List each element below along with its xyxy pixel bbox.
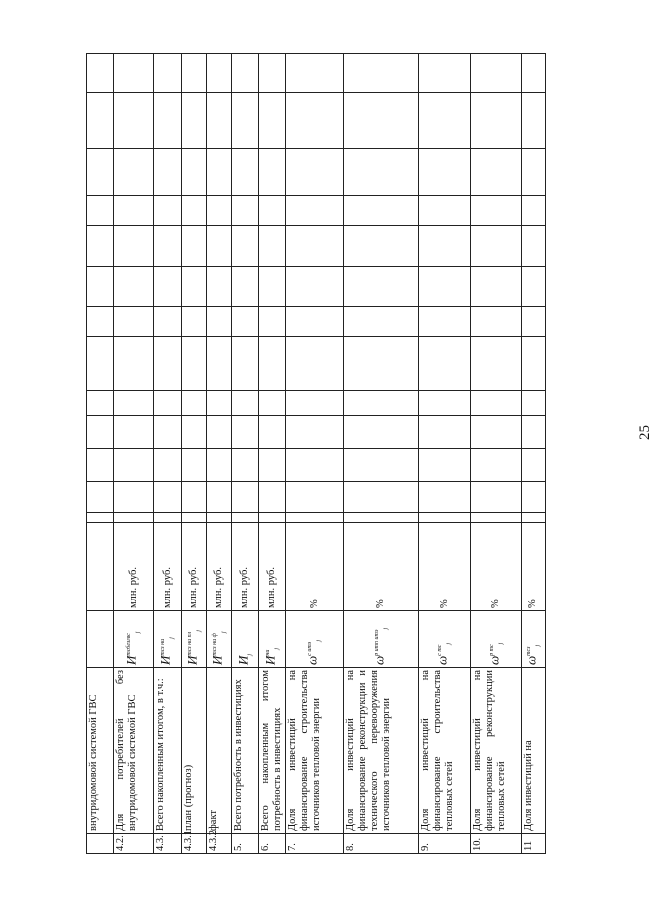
value-cell — [522, 267, 546, 307]
value-cell — [471, 513, 522, 523]
symbol-base: И — [183, 655, 199, 665]
value-cell — [232, 416, 259, 449]
indicator-symbol — [87, 611, 114, 668]
value-cell — [114, 149, 154, 196]
indicator-name: Всего потребность в инвестициях — [232, 668, 259, 834]
symbol-base: ω — [370, 655, 386, 665]
value-cell — [286, 337, 344, 391]
value-cell — [114, 482, 154, 513]
value-cell — [207, 513, 232, 523]
value-cell — [522, 196, 546, 226]
value-cell — [471, 93, 522, 149]
indicator-name: Доля инвестиций на — [522, 668, 546, 834]
value-cell — [232, 54, 259, 93]
value-cell — [207, 226, 232, 267]
symbol-subscript: j — [497, 642, 504, 645]
value-cell — [232, 391, 259, 416]
value-cell — [344, 307, 419, 337]
symbol-base: И — [208, 655, 224, 665]
value-cell — [471, 149, 522, 196]
unit-cell: млн. руб. — [114, 523, 154, 611]
value-cell — [87, 391, 114, 416]
value-cell — [344, 337, 419, 391]
value-cell — [207, 482, 232, 513]
value-cell — [87, 226, 114, 267]
value-cell — [114, 267, 154, 307]
symbol-subscript: j — [534, 644, 541, 647]
value-cell — [87, 513, 114, 523]
table-row — [471, 54, 522, 854]
value-cell — [419, 307, 471, 337]
value-cell — [87, 196, 114, 226]
value-cell — [232, 226, 259, 267]
value-cell — [154, 337, 182, 391]
symbol-superscript: тсз ни пл — [186, 631, 193, 656]
symbol-superscript: тсз ни ф — [211, 633, 218, 656]
row-number: 9. — [419, 834, 471, 854]
value-cell — [344, 267, 419, 307]
value-cell — [522, 391, 546, 416]
symbol-base: И — [123, 655, 139, 665]
value-cell — [286, 196, 344, 226]
unit-cell: млн. руб. — [207, 523, 232, 611]
value-cell — [207, 337, 232, 391]
symbol-subscript: j — [195, 630, 202, 632]
symbol-superscript: с тс — [437, 644, 444, 656]
indicator-name: Доля инвестиций на финансирование строительства тепловых сетей — [419, 668, 471, 834]
value-cell — [114, 226, 154, 267]
value-cell — [182, 149, 207, 196]
row-number: 4.3.1 — [182, 834, 207, 854]
value-cell — [207, 267, 232, 307]
value-cell — [87, 482, 114, 513]
value-cell — [232, 482, 259, 513]
value-cell — [232, 196, 259, 226]
value-cell — [232, 307, 259, 337]
value-cell — [259, 482, 286, 513]
value-cell — [259, 149, 286, 196]
indicator-name: внутридомовой системой ГВС — [87, 668, 114, 834]
value-cell — [259, 226, 286, 267]
unit-cell: % — [419, 523, 471, 611]
value-cell — [344, 513, 419, 523]
indicator-symbol — [182, 611, 207, 668]
value-cell — [154, 196, 182, 226]
unit-cell: % — [286, 523, 344, 611]
value-cell — [522, 449, 546, 482]
indicator-symbol — [471, 611, 522, 668]
row-number: 4.3.2 — [207, 834, 232, 854]
value-cell — [471, 449, 522, 482]
page-number: 25 — [637, 425, 653, 440]
value-cell — [419, 149, 471, 196]
value-cell — [87, 307, 114, 337]
symbol-superscript: с итэ — [307, 641, 314, 656]
value-cell — [286, 267, 344, 307]
symbol-base: И — [234, 655, 250, 665]
value-cell — [419, 391, 471, 416]
value-cell — [344, 482, 419, 513]
value-cell — [114, 391, 154, 416]
value-cell — [207, 93, 232, 149]
symbol-superscript: тсбезгвс — [126, 633, 133, 656]
value-cell — [522, 307, 546, 337]
value-cell — [232, 267, 259, 307]
value-cell — [114, 307, 154, 337]
value-cell — [522, 337, 546, 391]
value-cell — [286, 54, 344, 93]
indicator-symbol — [154, 611, 182, 668]
value-cell — [232, 93, 259, 149]
symbol-superscript: тсз — [526, 646, 532, 656]
indicator-symbol — [114, 611, 154, 668]
unit-cell: млн. руб. — [259, 523, 286, 611]
row-number: 7. — [286, 834, 344, 854]
table-row — [259, 54, 286, 854]
value-cell — [522, 513, 546, 523]
value-cell — [522, 149, 546, 196]
value-cell — [419, 196, 471, 226]
value-cell — [154, 267, 182, 307]
indicator-symbol — [344, 611, 419, 668]
value-cell — [522, 93, 546, 149]
table-row — [419, 54, 471, 854]
symbol-subscript: j — [315, 639, 322, 642]
table-row — [232, 54, 259, 854]
symbol-subscript: j — [220, 631, 227, 634]
value-cell — [154, 482, 182, 513]
row-number: 11 — [522, 834, 546, 854]
symbol-base: И — [157, 655, 173, 665]
investment-table — [86, 53, 546, 854]
value-cell — [419, 267, 471, 307]
value-cell — [344, 226, 419, 267]
value-cell — [114, 337, 154, 391]
value-cell — [207, 449, 232, 482]
table-row — [182, 54, 207, 854]
indicator-name: Всего накопленным итогом потребность в инвестициях — [259, 668, 286, 834]
value-cell — [207, 391, 232, 416]
row-number: 6. — [259, 834, 286, 854]
value-cell — [419, 416, 471, 449]
row-number: 4.3. — [154, 834, 182, 854]
indicator-name: Доля инвестиций на финансирование реконструкции тепловых сетей — [471, 668, 522, 834]
value-cell — [259, 391, 286, 416]
unit-cell: % — [344, 523, 419, 611]
value-cell — [87, 149, 114, 196]
indicator-name: факт — [207, 668, 232, 834]
value-cell — [259, 54, 286, 93]
unit-cell: % — [522, 523, 546, 611]
value-cell — [154, 93, 182, 149]
rotated-table-wrapper — [86, 54, 541, 854]
value-cell — [154, 307, 182, 337]
table-row — [207, 54, 232, 854]
value-cell — [259, 196, 286, 226]
row-number — [87, 834, 114, 854]
value-cell — [114, 449, 154, 482]
unit-cell: млн. руб. — [154, 523, 182, 611]
indicator-name: Доля инвестиций на финансирование реконструкции и технического перевооружения источников тепловой энергии — [344, 668, 419, 834]
row-number: 8. — [344, 834, 419, 854]
value-cell — [471, 416, 522, 449]
value-cell — [87, 93, 114, 149]
value-cell — [419, 482, 471, 513]
symbol-subscript: j — [246, 653, 253, 656]
value-cell — [286, 307, 344, 337]
value-cell — [232, 149, 259, 196]
row-number: 5. — [232, 834, 259, 854]
value-cell — [232, 337, 259, 391]
value-cell — [114, 416, 154, 449]
indicator-name: Всего накопленным итогом, в т.ч.: — [154, 668, 182, 834]
value-cell — [259, 449, 286, 482]
value-cell — [182, 449, 207, 482]
value-cell — [182, 54, 207, 93]
symbol-base: И — [261, 655, 277, 665]
value-cell — [344, 449, 419, 482]
value-cell — [344, 149, 419, 196]
table-row — [522, 54, 546, 854]
value-cell — [419, 513, 471, 523]
value-cell — [182, 391, 207, 416]
value-cell — [344, 196, 419, 226]
value-cell — [207, 149, 232, 196]
value-cell — [471, 307, 522, 337]
indicator-symbol — [232, 611, 259, 668]
symbol-subscript: j — [445, 642, 452, 645]
symbol-superscript: тсз ни — [160, 638, 167, 656]
value-cell — [114, 54, 154, 93]
symbol-superscript: ни — [264, 649, 271, 656]
value-cell — [259, 307, 286, 337]
value-cell — [259, 513, 286, 523]
value-cell — [344, 54, 419, 93]
indicator-name: план (прогноз) — [182, 668, 207, 834]
table-row — [114, 54, 154, 854]
value-cell — [522, 482, 546, 513]
value-cell — [87, 449, 114, 482]
indicator-symbol — [259, 611, 286, 668]
indicator-symbol — [207, 611, 232, 668]
value-cell — [87, 416, 114, 449]
row-number: 10. — [471, 834, 522, 854]
value-cell — [259, 416, 286, 449]
indicator-symbol — [286, 611, 344, 668]
value-cell — [182, 226, 207, 267]
value-cell — [522, 54, 546, 93]
symbol-subscript: j — [134, 631, 141, 634]
value-cell — [182, 93, 207, 149]
value-cell — [259, 93, 286, 149]
value-cell — [87, 267, 114, 307]
value-cell — [182, 337, 207, 391]
indicator-name: Для потребителей без внутридомовой системой ГВС — [114, 668, 154, 834]
value-cell — [114, 93, 154, 149]
symbol-subscript: j — [382, 627, 389, 630]
symbol-subscript: j — [168, 637, 175, 639]
value-cell — [286, 93, 344, 149]
table-row — [286, 54, 344, 854]
value-cell — [182, 513, 207, 523]
value-cell — [154, 449, 182, 482]
value-cell — [114, 513, 154, 523]
value-cell — [471, 482, 522, 513]
value-cell — [286, 149, 344, 196]
value-cell — [286, 449, 344, 482]
table-body — [87, 54, 546, 854]
value-cell — [286, 513, 344, 523]
symbol-base: ω — [523, 655, 539, 665]
value-cell — [182, 196, 207, 226]
symbol-subscript: j — [273, 647, 280, 650]
value-cell — [154, 54, 182, 93]
value-cell — [87, 337, 114, 391]
unit-cell — [87, 523, 114, 611]
value-cell — [154, 416, 182, 449]
value-cell — [182, 267, 207, 307]
value-cell — [114, 196, 154, 226]
value-cell — [522, 416, 546, 449]
value-cell — [207, 196, 232, 226]
value-cell — [232, 513, 259, 523]
value-cell — [182, 482, 207, 513]
value-cell — [154, 149, 182, 196]
value-cell — [259, 267, 286, 307]
value-cell — [471, 54, 522, 93]
value-cell — [154, 391, 182, 416]
value-cell — [471, 267, 522, 307]
value-cell — [522, 226, 546, 267]
indicator-name: Доля инвестиций на финансирование строительства источников тепловой энергии — [286, 668, 344, 834]
symbol-base: ω — [434, 655, 450, 665]
value-cell — [286, 482, 344, 513]
value-cell — [286, 391, 344, 416]
value-cell — [182, 416, 207, 449]
value-cell — [419, 226, 471, 267]
symbol-superscript: р тс — [488, 644, 495, 656]
value-cell — [154, 513, 182, 523]
value-cell — [207, 54, 232, 93]
value-cell — [207, 307, 232, 337]
value-cell — [154, 226, 182, 267]
table-row — [154, 54, 182, 854]
value-cell — [344, 416, 419, 449]
unit-cell: млн. руб. — [232, 523, 259, 611]
value-cell — [471, 391, 522, 416]
unit-cell: % — [471, 523, 522, 611]
value-cell — [471, 226, 522, 267]
value-cell — [419, 54, 471, 93]
value-cell — [286, 416, 344, 449]
value-cell — [344, 93, 419, 149]
value-cell — [471, 337, 522, 391]
symbol-base: ω — [304, 655, 320, 665]
value-cell — [471, 196, 522, 226]
value-cell — [259, 337, 286, 391]
value-cell — [232, 449, 259, 482]
table-row — [344, 54, 419, 854]
value-cell — [182, 307, 207, 337]
value-cell — [87, 54, 114, 93]
value-cell — [207, 416, 232, 449]
value-cell — [419, 93, 471, 149]
table-row — [87, 54, 114, 854]
indicator-symbol — [522, 611, 546, 668]
value-cell — [419, 337, 471, 391]
value-cell — [286, 226, 344, 267]
indicator-symbol — [419, 611, 471, 668]
unit-cell: млн. руб. — [182, 523, 207, 611]
symbol-base: ω — [485, 655, 501, 665]
value-cell — [419, 449, 471, 482]
value-cell — [344, 391, 419, 416]
symbol-superscript: р итп итэ — [373, 629, 380, 656]
row-number: 4.2. — [114, 834, 154, 854]
